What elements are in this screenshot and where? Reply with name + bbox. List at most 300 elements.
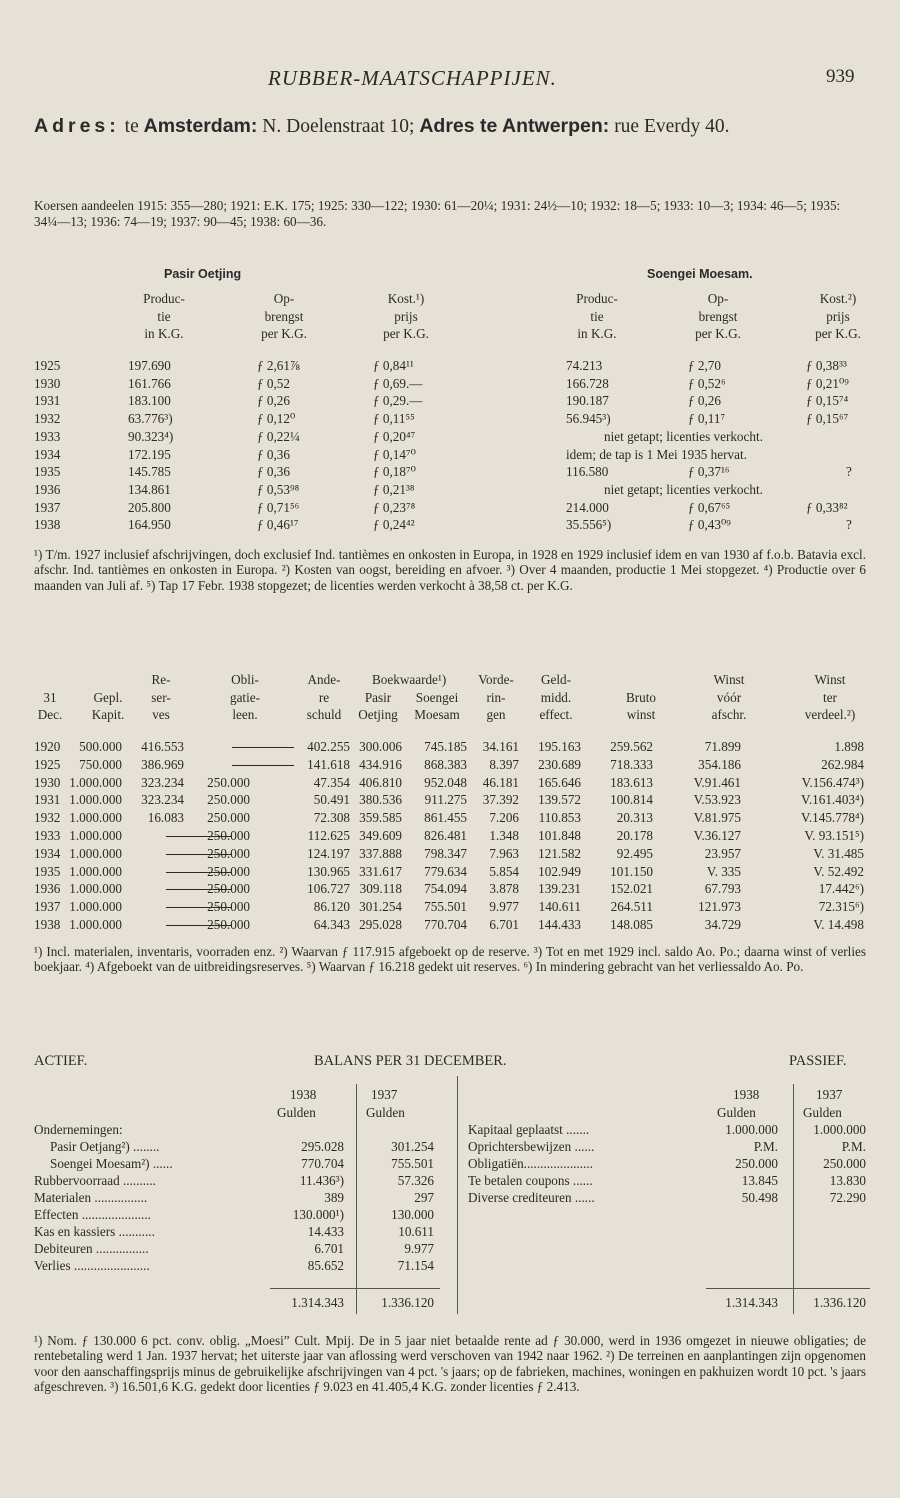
financial-year: 1938: [34, 917, 61, 932]
production-col-header: Produc-: [576, 291, 618, 306]
financial-cell: V.91.461: [693, 774, 741, 790]
production-col-header: in K.G.: [144, 326, 184, 341]
production-year: 1934: [34, 446, 61, 462]
financial-cell: 72.308: [313, 810, 350, 826]
production-cell: 197.690: [128, 358, 171, 373]
financial-cell: 250.000: [207, 863, 250, 879]
financial-cell: 416.553: [141, 739, 184, 754]
balance-right-label: Kapitaal geplaatst .......: [468, 1122, 590, 1137]
balance-passief: PASSIEF.: [789, 1053, 847, 1069]
balance-left-heading: Ondernemingen:: [34, 1122, 123, 1137]
balance-year: 1937: [371, 1087, 398, 1102]
financial-cell: 102.949: [538, 863, 581, 879]
financial-cell: V. 335: [706, 863, 741, 879]
balance-actief: ACTIEF.: [34, 1053, 88, 1069]
production-cell: ƒ 0,26: [688, 393, 721, 409]
production-cell: 183.100: [128, 393, 171, 409]
financial-cell: 1.000.000: [69, 810, 122, 826]
financial-cell: 1.000.000: [69, 917, 122, 932]
financial-year: 1934: [34, 845, 61, 861]
financial-cell: 139.231: [538, 881, 581, 897]
financial-cell: 101.848: [538, 828, 581, 843]
production-col-header: per K.G.: [695, 326, 741, 341]
running-title: RUBBER-MAATSCHAPPIJEN.: [268, 66, 557, 90]
financial-cell: 165.646: [538, 774, 581, 790]
financial-cell: 354.186: [698, 756, 741, 772]
balance-rule: [457, 1076, 458, 1314]
production-cell: 166.728: [566, 375, 609, 391]
financial-cell: 92.495: [616, 845, 653, 861]
financial-col-header: Obli-: [231, 672, 259, 687]
financial-col-header: midd.: [540, 689, 572, 705]
financial-col-header: Ande-: [307, 672, 341, 687]
financial-cell: 779.634: [424, 863, 467, 879]
balance-left-value: 57.326: [397, 1173, 434, 1188]
financial-cell: 1.898: [834, 739, 864, 754]
balance-right-label: Oprichtersbewijzen ......: [468, 1139, 595, 1154]
financial-cell: 7.206: [489, 810, 519, 826]
financial-cell: 1.348: [489, 828, 519, 843]
production-col-header: Kost.¹): [387, 291, 425, 306]
production-cell: 90.323⁴): [128, 428, 174, 444]
balance-left-value: 85.652: [307, 1258, 344, 1273]
financial-cell: 124.197: [307, 845, 350, 861]
financial-cell: 1.000.000: [69, 774, 122, 790]
financial-cell: 754.094: [424, 881, 467, 897]
balance-left-value: 11.436³): [299, 1173, 344, 1188]
financial-col-header: gen: [486, 707, 506, 722]
balance-right-value: P.M.: [753, 1139, 778, 1154]
production-year: 1935: [34, 464, 61, 480]
financial-col-header: Kapit.: [91, 707, 125, 722]
balance-right-label: Te betalen coupons ......: [468, 1173, 593, 1188]
financial-year: 1920: [34, 739, 61, 754]
financial-cell: 110.853: [538, 810, 581, 826]
address-city: Amsterdam:: [143, 115, 258, 137]
financial-col-header: ter: [823, 689, 837, 705]
production-cell: ƒ 0,26: [257, 393, 290, 409]
production-cell: ƒ 0,21³⁸: [373, 481, 415, 497]
financial-cell: 331.617: [359, 863, 402, 879]
balance-left-value: 295.028: [301, 1139, 344, 1154]
balance-left-label: Debiteuren ................: [34, 1241, 149, 1256]
financial-cell: 50.491: [313, 792, 350, 808]
financial-cell: 250.000: [207, 881, 250, 897]
balance-left-label: Verlies .......................: [34, 1258, 150, 1273]
financial-col-header: Dec.: [37, 707, 63, 722]
financial-col-header: leen.: [232, 707, 258, 722]
financial-cell: 745.185: [424, 739, 467, 754]
financial-col-header: Winst: [814, 672, 846, 687]
production-col-header: Produc-: [143, 291, 185, 306]
page-number: 939: [826, 66, 855, 87]
production-cell: ƒ 0,11⁷: [688, 411, 726, 427]
production-year: 1931: [34, 393, 61, 409]
financial-cell: 140.611: [538, 899, 581, 915]
financial-cell: 250.000: [207, 917, 250, 932]
production-cell: ƒ 0,84¹¹: [373, 358, 414, 373]
financial-cell: 37.392: [482, 792, 519, 808]
production-cell: 190.187: [566, 393, 609, 409]
financial-cell: 349.609: [359, 828, 402, 843]
financial-cell: 750.000: [79, 756, 122, 772]
financial-col-header: winst: [626, 707, 656, 722]
balance-left-value: 71.154: [397, 1258, 434, 1273]
financial-cell: 911.275: [424, 792, 467, 808]
financial-cell: 71.899: [704, 739, 741, 754]
financial-col-header: Soengei: [415, 689, 459, 705]
production-col-header: per K.G.: [383, 326, 429, 341]
financial-cell: V. 14.498: [813, 917, 864, 932]
production-cell: 134.861: [128, 481, 171, 497]
financial-cell: 9.977: [489, 899, 519, 915]
financial-year: 1935: [34, 863, 61, 879]
balance-left-value: 297: [414, 1190, 434, 1205]
production-cell: 164.950: [128, 517, 171, 533]
financial-cell: 259.562: [610, 739, 653, 754]
production-col-header: Kost.²): [819, 291, 857, 306]
financial-cell: V.53.923: [693, 792, 741, 808]
financial-cell: 86.120: [313, 899, 350, 915]
boekwaarde-header: Boekwaarde¹): [372, 672, 447, 687]
financial-cell: 16.083: [147, 810, 184, 826]
financial-cell: 952.048: [424, 774, 467, 790]
balance-left-value: 9.977: [404, 1241, 434, 1256]
balance-left-value: 389: [324, 1190, 344, 1205]
financial-col-header: ves: [152, 707, 170, 722]
production-cell: ƒ 0,36: [257, 446, 290, 462]
financial-year: 1931: [34, 792, 61, 808]
balance-right-value: 50.498: [741, 1190, 778, 1205]
balance-left-total: 1.314.343: [291, 1295, 344, 1310]
financial-cell: 139.572: [538, 792, 581, 808]
production-cell: ƒ 0,37¹⁶: [688, 464, 730, 480]
financial-cell: 1.000.000: [69, 863, 122, 879]
financial-footnotes: ¹) Incl. materialen, inventaris, voorraden enz. ²) Waarvan ƒ 117.915 afgeboekt op de reserve. ³) Tot en met 1929 incl. saldo Ao. Po.; daarna winst of verlies boekjaar. ⁴) Afgeboekt van de uitbreidingsreserves. ⁵) Waarvan ƒ 16.218 gedekt uit reserves. ⁶) In mindering gebracht van het verliessaldo Ao. Po.: [34, 944, 866, 975]
financial-cell: V. 93.151⁵): [804, 828, 864, 843]
production-cell: ƒ 0,43⁰⁹: [688, 517, 731, 533]
financial-cell: 755.501: [424, 899, 467, 915]
address-label: Adres:: [34, 115, 120, 137]
production-cell: ƒ 0,23⁷⁸: [373, 499, 416, 515]
production-cell: ƒ 0,12⁰: [257, 411, 296, 427]
production-col-header: tie: [590, 308, 604, 324]
financial-cell: V. 31.485: [813, 845, 864, 861]
balance-rule: [356, 1084, 357, 1314]
production-cell: ƒ 0,18⁷⁰: [373, 464, 416, 480]
financial-cell: 295.028: [359, 917, 402, 932]
financial-cell: 309.118: [359, 881, 402, 897]
financial-cell: 34.161: [482, 739, 519, 754]
balance-right-value: 13.830: [829, 1173, 866, 1188]
financial-cell: 300.006: [359, 739, 402, 754]
financial-cell: 106.727: [307, 881, 350, 897]
production-cell: ƒ 0,24⁴²: [373, 517, 415, 533]
balance-right-value: 13.845: [741, 1173, 778, 1188]
balance-title: BALANS PER 31 DECEMBER.: [314, 1053, 507, 1069]
financial-cell: 1.000.000: [69, 845, 122, 861]
balance-unit: Gulden: [717, 1105, 756, 1120]
production-cell: ƒ 0,21⁰⁹: [806, 375, 849, 391]
balance-left-label: Kas en kassiers ...........: [34, 1224, 155, 1239]
balance-left-label: Effecten .....................: [34, 1207, 151, 1222]
financial-col-header: verdeel.²): [804, 707, 856, 722]
balance-left-label: Rubbervoorraad ..........: [34, 1173, 156, 1188]
production-year: 1938: [34, 517, 61, 533]
financial-year: 1930: [34, 774, 61, 790]
financial-col-header: Winst: [713, 672, 745, 687]
financial-cell: 250.000: [207, 845, 250, 861]
balance-left-value: 14.433: [307, 1224, 344, 1239]
financial-cell: 262.984: [821, 756, 864, 772]
share-prices: Koersen aandeelen 1915: 355—280; 1921: E.K. 175; 1925: 330—122; 1930: 61—20¼; 1931: 24½—10; 1932: 18—5; 1933: 10—3; 1934: 46—5; 1935: 34¼—13; 1936: 74—19; 1937: 90—45; 1938: 60—36.: [34, 198, 841, 229]
balance-right-label: Obligatiën.....................: [468, 1156, 593, 1171]
financial-cell: V.81.975: [693, 810, 741, 826]
financial-year: 1937: [34, 899, 61, 915]
financial-cell: 148.085: [610, 917, 653, 932]
balance-rule: [706, 1288, 870, 1289]
financial-cell: 67.793: [704, 881, 741, 897]
balance-left-value: 770.704: [301, 1156, 344, 1171]
production-footnotes: ¹) T/m. 1927 inclusief afschrijvingen, doch exclusief Ind. tantièmes en onkosten in Europa, in 1928 en 1929 inclusief idem en van 1930 af f.o.b. Batavia excl. afschr. Ind. tantièmes en onkosten in Europa. ²) Kosten van oogst, bereiding en afvoer. ³) Over 4 maanden, productie 1 Mei stopgezet. ⁴) Productie over 6 maanden van Juli af. ⁵) Tap 17 Febr. 1938 stopgezet; de licenties werden verkocht à 38,58 ct. per K.G.: [34, 547, 866, 593]
address-line: [34, 112, 866, 141]
balance-year: 1938: [733, 1087, 760, 1102]
balance-right-label: Diverse crediteuren ......: [468, 1190, 595, 1205]
group-soengei-moesam: Soengei Moesam.: [647, 267, 753, 281]
financial-cell: V.156.474³): [801, 774, 864, 790]
production-cell: ƒ 0,69.—: [373, 375, 423, 391]
financial-cell: 1.000.000: [69, 899, 122, 915]
production-cell: ƒ 2,70: [688, 358, 721, 373]
financial-cell: 17.442⁶): [818, 881, 864, 897]
financial-cell: 23.957: [704, 845, 741, 861]
production-cell: 116.580: [566, 464, 609, 480]
production-col-header: per K.G.: [261, 326, 307, 341]
production-cell: ƒ 0,46¹⁷: [257, 517, 299, 533]
financial-col-header: Oetjing: [358, 707, 398, 722]
address-text1: te: [119, 116, 144, 137]
financial-cell: 250.000: [207, 774, 250, 790]
balance-right-value: P.M.: [841, 1139, 866, 1154]
financial-col-header: Moesam: [414, 707, 460, 722]
production-cell: ƒ 0,15⁷⁴: [806, 393, 849, 409]
financial-cell: 868.383: [424, 756, 467, 772]
production-note-cell: idem; de tap is 1 Mei 1935 hervat.: [566, 446, 747, 462]
financial-cell: 359.585: [359, 810, 402, 826]
financial-cell: 380.536: [359, 792, 402, 808]
financial-cell: V.145.778⁴): [801, 810, 864, 826]
financial-cell: 64.343: [313, 917, 350, 932]
production-col-header: Op-: [707, 291, 729, 306]
financial-cell: 323.234: [141, 792, 184, 808]
production-cell: ƒ 0,15⁶⁷: [806, 411, 849, 427]
production-cell: 74.213: [566, 358, 603, 373]
production-cell: ƒ 0,22¼: [257, 428, 300, 444]
balance-right-value: 250.000: [735, 1156, 778, 1171]
production-year: 1930: [34, 375, 61, 391]
financial-cell: 798.347: [424, 845, 467, 861]
financial-year: 1933: [34, 828, 61, 843]
financial-cell: 195.163: [538, 739, 581, 754]
production-cell: ?: [846, 517, 852, 533]
financial-col-header: Re-: [151, 672, 171, 687]
balance-left-value: 755.501: [391, 1156, 434, 1171]
balance-left-label: Materialen ................: [34, 1190, 148, 1205]
financial-cell: 1.000.000: [69, 828, 122, 843]
balance-year: 1937: [816, 1087, 843, 1102]
financial-cell: 112.625: [307, 828, 350, 843]
production-cell: 214.000: [566, 499, 609, 515]
balance-right-total: 1.314.343: [725, 1295, 778, 1310]
financial-col-header: Vorde-: [478, 672, 514, 687]
financial-cell: 101.150: [610, 863, 653, 879]
production-cell: ƒ 0,71⁵⁶: [257, 499, 300, 515]
financial-cell: 183.613: [610, 774, 653, 790]
financial-year: 1925: [34, 756, 61, 772]
financial-cell: 301.254: [359, 899, 402, 915]
address-street: N. Doelenstraat 10;: [257, 116, 420, 137]
financial-cell: 250.000: [207, 810, 250, 826]
financial-col-header: Bruto: [625, 689, 657, 705]
production-note-cell: niet getapt; licenties verkocht.: [604, 481, 763, 497]
financial-col-header: Geld-: [540, 672, 572, 687]
balance-right-value: 250.000: [823, 1156, 866, 1171]
balance-year: 1938: [290, 1087, 317, 1102]
balance-right-value: 72.290: [829, 1190, 866, 1205]
balance-footnotes: ¹) Nom. ƒ 130.000 6 pct. conv. oblig. „Moesi” Cult. Mpij. De in 5 jaar niet betaalde rente ad ƒ 30.000, werd in 1936 omgezet in nieuwe obligaties; de rentebetaling werd 1 Jan. 1937 hervat; het uiterste jaar van aflossing werd verschoven van 1942 naar 1962. ²) De terreinen en aanplantingen zijn opgenomen voor den aanschaffingsprijs minus de gebruikelijke afschrijvingen van 4 pct. 's jaars; op de fabrieken, machines, woningen en pakhuizen wordt 10 pct. 's jaars afgeschreven. ³) 16.501,6 K.G. gedekt door licenties ƒ 9.023 en 41.405,4 K.G. zonder licenties ƒ 2.413.: [34, 1333, 866, 1394]
financial-col-header: schuld: [306, 707, 342, 722]
production-cell: ƒ 0,38³³: [806, 358, 847, 373]
production-cell: ƒ 0,29.—: [373, 393, 423, 409]
balance-left-value: 130.000: [391, 1207, 434, 1222]
balance-left-value: 301.254: [391, 1139, 434, 1154]
financial-cell: 130.965: [307, 863, 350, 879]
production-cell: 145.785: [128, 464, 171, 480]
financial-cell: 121.973: [698, 899, 741, 915]
production-year: 1932: [34, 411, 61, 427]
financial-cell: 230.689: [538, 756, 581, 772]
financial-col-header: afschr.: [711, 707, 747, 722]
financial-cell: 152.021: [610, 881, 653, 897]
balance-right-value: 1.000.000: [725, 1122, 778, 1137]
production-year: 1936: [34, 481, 61, 497]
production-cell: 56.945³): [566, 411, 611, 427]
production-cell: ƒ 0,52: [257, 375, 290, 391]
production-col-header: brengst: [698, 308, 738, 324]
balance-rule: [793, 1084, 794, 1314]
production-cell: ƒ 0,53⁹⁸: [257, 481, 300, 497]
financial-col-header: 31: [43, 689, 57, 705]
financial-year: 1936: [34, 881, 61, 897]
financial-col-header: Pasir: [364, 689, 392, 705]
financial-cell: 5.854: [489, 863, 519, 879]
financial-cell: 100.814: [610, 792, 653, 808]
financial-cell: 770.704: [424, 917, 467, 932]
financial-cell: V. 52.492: [813, 863, 864, 879]
financial-cell: 406.810: [359, 774, 402, 790]
balance-unit: Gulden: [277, 1105, 316, 1120]
balance-right-total: 1.336.120: [813, 1295, 866, 1310]
financial-cell: 402.255: [307, 739, 350, 754]
financial-cell: 250.000: [207, 899, 250, 915]
balance-unit: Gulden: [366, 1105, 405, 1120]
financial-cell: 20.313: [616, 810, 653, 826]
production-cell: 63.776³): [128, 411, 173, 427]
balance-left-value: 10.611: [398, 1224, 434, 1239]
financial-col-header: Gepl.: [93, 689, 123, 705]
balance-unit: Gulden: [803, 1105, 842, 1120]
financial-cell: 323.234: [141, 774, 184, 790]
balance-left-label: Soengei Moesam²) ......: [50, 1156, 173, 1171]
financial-cell: 6.701: [489, 917, 519, 932]
balance-left-value: 6.701: [314, 1241, 344, 1256]
production-cell: 161.766: [128, 375, 171, 391]
financial-cell: 826.481: [424, 828, 467, 843]
production-cell: ƒ 0,14⁷⁰: [373, 446, 416, 462]
financial-cell: 121.582: [538, 845, 581, 861]
production-cell: 35.556⁵): [566, 517, 612, 533]
financial-cell: V.36.127: [693, 828, 741, 843]
financial-cell: 718.333: [610, 756, 653, 772]
address-text2: rue Everdy 40.: [609, 116, 730, 137]
production-cell: ƒ 0,33⁸²: [806, 499, 848, 515]
balance-right-value: 1.000.000: [813, 1122, 866, 1137]
financial-cell: 47.354: [313, 774, 350, 790]
production-cell: ƒ 0,52⁶: [688, 375, 726, 391]
production-col-header: tie: [157, 308, 171, 324]
financial-cell: 72.315⁶): [818, 899, 864, 915]
financial-cell: 337.888: [359, 845, 402, 861]
financial-col-header: rin-: [486, 689, 506, 705]
financial-cell: V.161.403⁴): [801, 792, 864, 808]
balance-rule: [270, 1288, 440, 1289]
balance-left-value: 130.000¹): [292, 1207, 344, 1222]
financial-cell: 3.878: [489, 881, 519, 897]
financial-cell: 46.181: [482, 774, 519, 790]
production-year: 1933: [34, 428, 61, 444]
production-cell: 205.800: [128, 499, 171, 515]
production-cell: ƒ 2,61⅞: [257, 358, 300, 373]
production-note-cell: niet getapt; licenties verkocht.: [604, 428, 763, 444]
financial-cell: 250.000: [207, 828, 250, 843]
production-col-header: in K.G.: [577, 326, 617, 341]
production-col-header: brengst: [264, 308, 304, 324]
financial-cell: 861.455: [424, 810, 467, 826]
financial-cell: 144.433: [538, 917, 581, 932]
financial-year: 1932: [34, 810, 61, 826]
financial-cell: 250.000: [207, 792, 250, 808]
financial-cell: 434.916: [359, 756, 402, 772]
production-cell: ƒ 0,36: [257, 464, 290, 480]
financial-cell: 1.000.000: [69, 881, 122, 897]
financial-cell: 7.963: [489, 845, 519, 861]
financial-col-header: gatie-: [229, 689, 261, 705]
financial-col-header: re: [318, 689, 330, 705]
production-col-header: prijs: [394, 308, 418, 324]
financial-cell: 1.000.000: [69, 792, 122, 808]
production-cell: ƒ 0,11⁵⁵: [373, 411, 415, 427]
financial-col-header: ser-: [151, 689, 171, 705]
address-label2: Adres te Antwerpen:: [419, 115, 610, 137]
balance-left-label: Pasir Oetjang²) ........: [50, 1139, 160, 1154]
production-col-header: Op-: [273, 291, 295, 306]
production-year: 1925: [34, 358, 61, 373]
production-cell: ƒ 0,67⁶⁵: [688, 499, 731, 515]
financial-cell: 141.618: [307, 756, 350, 772]
financial-col-header: effect.: [539, 707, 573, 722]
production-cell: 172.195: [128, 446, 171, 462]
production-year: 1937: [34, 499, 61, 515]
